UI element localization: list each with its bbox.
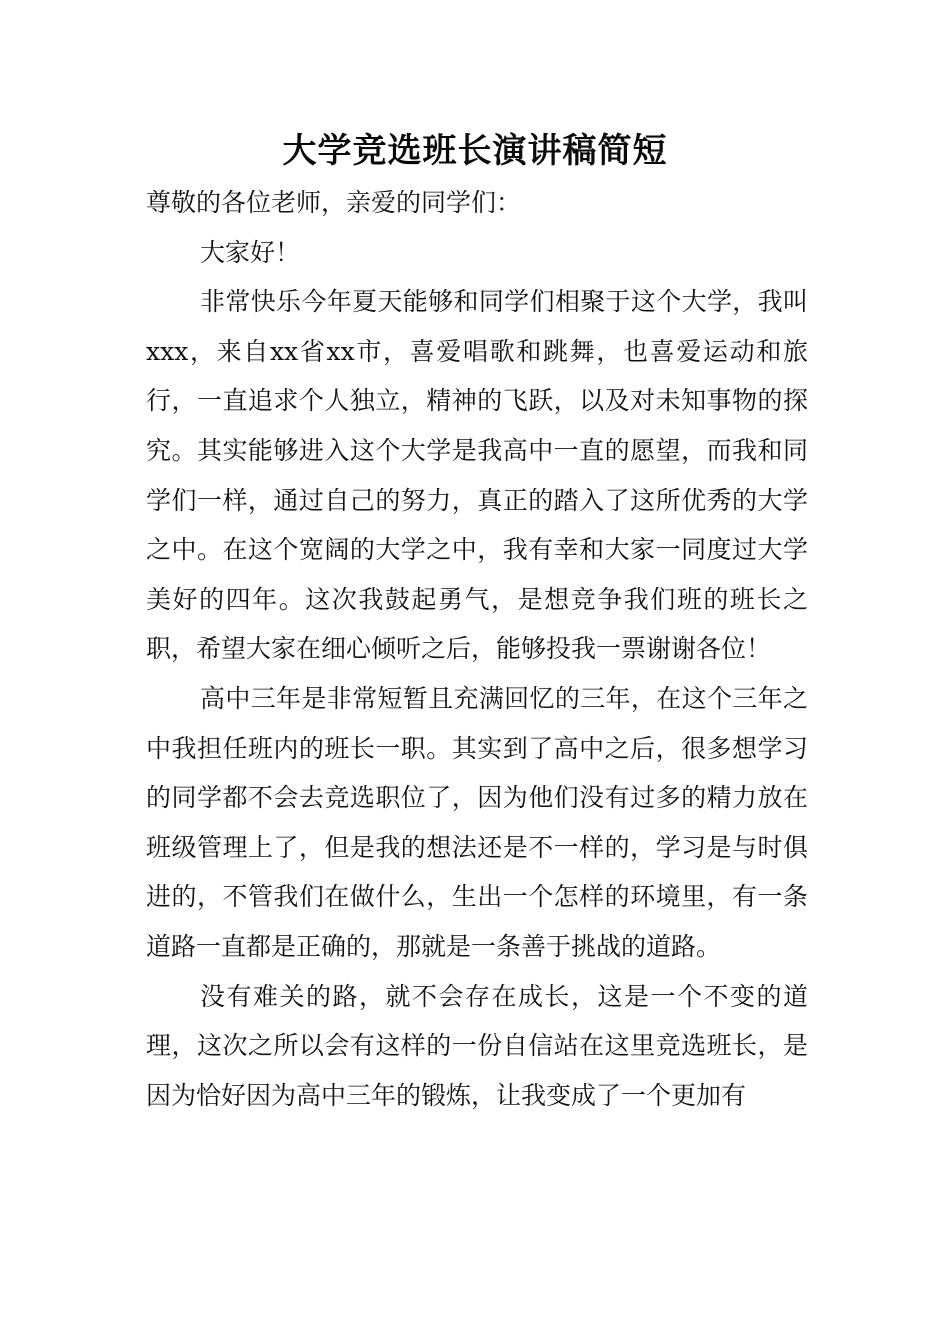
greeting: 大家好！ bbox=[200, 237, 301, 267]
document-body bbox=[146, 178, 808, 1120]
document-title: 大学竞选班长演讲稿简短 bbox=[282, 131, 668, 171]
paragraph: 非常快乐今年夏天能够和同学们相聚于这个大学，我叫xxx，来自xx省xx市，喜爱唱歌和跳舞，也喜爱运动和旅行，一直追求个人独立，精神的飞跃，以及对未知事物的探究。其实能够进入这个大学是我高中一直的愿望，而我和同学们一样，通过自己的努力，真正的踏入了这所优秀的大学之中。在这个宽阔的大学之中，我有幸和大家一同度过大学美好的四年。这次我鼓起勇气，是想竞争我们班的班长之职，希望大家在细心倾听之后，能够投我一票谢谢各位！ bbox=[146, 287, 808, 664]
paragraph: 高中三年是非常短暂且充满回忆的三年，在这个三年之中我担任班内的班长一职。其实到了高中之后，很多想学习的同学都不会去竞选职位了，因为他们没有过多的精力放在班级管理上了，但是我的想法还是不一样的，学习是与时俱进的，不管我们在做什么，生出一个怎样的环境里，有一条道路一直都是正确的，那就是一条善于挑战的道路。 bbox=[146, 683, 808, 961]
salutation: 尊敬的各位老师，亲爱的同学们： bbox=[146, 188, 522, 217]
paragraph: 没有难关的路，就不会存在成长，这是一个不变的道理，这次之所以会有这样的一份自信站在这里竞选班长，是因为恰好因为高中三年的锻炼，让我变成了一个更加有 bbox=[146, 981, 808, 1110]
